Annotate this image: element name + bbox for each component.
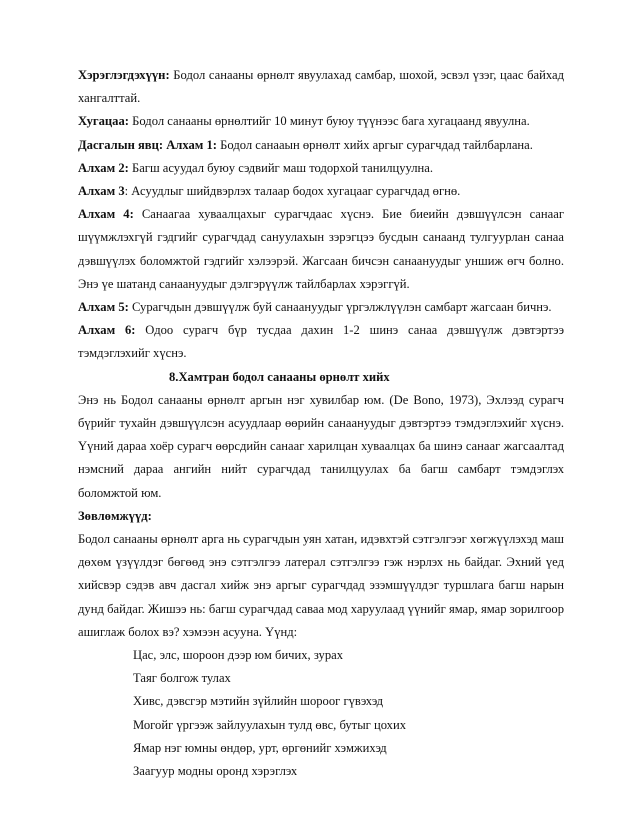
requirements-paragraph <box>78 64 564 110</box>
step3-paragraph <box>78 180 564 203</box>
process-text: Бодол санааын өрнөлт хийх аргыг сурагчдад тайлбарлана. <box>217 137 533 152</box>
step5-label: Алхам 5: <box>78 300 129 315</box>
advice-paragraph: Бодол санааны өрнөлт арга нь сурагчдын уян хатан, идэвхтэй сэтгэлгээг хөгжүүлэхэд маш дөхөм үзүүлдэг бөгөөд энэ сэтгэлгээ латерал сэтгэлгээ гэж нэрлэх нь байдаг. Эхний үед хийсвэр сэдэв авч дасгал хийж энэ аргыг сурагчдад эзэмшүүлдэг туршлага багш нарын дунд байдаг. Жишээ нь: багш сурагчдад саваа мод харуулаад үүнийг ямар, ямар зорилгоор ашиглаж болох вэ? хэмээн асууна. Үүнд: <box>78 532 564 639</box>
step4-label: Алхам 4: <box>78 207 134 222</box>
list-item: Ямар нэг юмны өндөр, урт, өргөнийг хэмжихэд <box>133 740 387 755</box>
advice-label: Зөвлөмжүүд: <box>78 508 152 523</box>
step5-paragraph <box>78 296 564 319</box>
process-label: Дасгалын явц: Алхам 1: <box>78 137 217 152</box>
step5-text: Сурагчдын дэвшүүлж буй санаануудыг үргэлжлүүлэн самбарт жагсаан бичнэ. <box>128 300 552 315</box>
step2-paragraph <box>78 157 564 180</box>
step4-text: Санаагаа хуваалцахыг сурагчдаас хүснэ. Бие биеийн дэвшүүлсэн санааг шүүмжлэхгүй гэдгийг сурагчдад сануулахын зэрэгцээ бусдын санаанд тулгуурлан санаа дэвшүүлэх боломжтой гэдгийг хэлээрэй. Жагсаан бичсэн санаануудыг уншиж өгч болно. Энэ үе шатанд санаануудыг дэлгэрүүлж тайлбарлах хэрэггүй. <box>78 207 564 291</box>
step2-label: Алхам 2: <box>78 160 129 175</box>
requirements-label: Хэрэглэгдэхүүн: <box>78 68 170 82</box>
step2-text: Багш асуудал буюу сэдвийг маш тодорхой танилцуулна. <box>128 160 434 175</box>
list-item: Цас, элс, шороон дээр юм бичих, зурах <box>133 648 344 663</box>
stick-uses-list <box>78 644 564 783</box>
list-item: Хивс, дэвсгэр мэтийн зүйлийн шороог гүвэхэд <box>133 694 384 709</box>
time-text: Бодол санааны өрнөлтийг 10 минут буюу түүнээс бага хугацаанд явуулна. <box>128 114 530 129</box>
list-item: Заагуур модны оронд хэрэглэх <box>133 764 298 779</box>
section-paragraph: Энэ нь Бодол санааны өрнөлт аргын нэг хувилбар юм. (De Bono, 1973), Эхлээд сурагч бүрийг тухайн дэвшүүлсэн асуудлаар өөрийн санаануудыг дэвтэртээ тэмдэглэхийг хүснэ. Үүний дараа хоёр сурагч өөрсдийн санааг харилцан хуваалцах ба шинэ санааг жагсаалтад нэмсний дараа ангийн нийт сурагчдад танилцуулах ба багш самбарт тэмдэглэх боломжтой юм. <box>78 392 564 500</box>
time-label: Хугацаа: <box>78 114 129 129</box>
requirements-text: Бодол санааны өрнөлт явуулахад самбар, шохой, эсвэл үзэг, цаас байхад хангалттай. <box>78 68 564 106</box>
document-page <box>78 64 564 783</box>
step6-label: Алхам 6: <box>78 323 136 338</box>
time-paragraph <box>78 110 564 133</box>
step4-paragraph <box>78 203 564 296</box>
process-paragraph <box>78 134 564 157</box>
advice-heading <box>78 505 564 528</box>
step3-label: Алхам 3 <box>78 184 125 199</box>
step6-paragraph <box>78 319 564 365</box>
step3-text: : Асуудлыг шийдвэрлэх талаар бодох хугацааг сурагчдад өгнө. <box>124 184 461 199</box>
step6-text: Одоо сурагч бүр тусдаа дахин 1-2 шинэ санаа дэвшүүлж дэвтэртээ тэмдэглэхийг хүснэ. <box>78 323 564 361</box>
list-item: Могойг үргээж зайлуулахын тулд өвс, бутыг цохих <box>133 717 407 732</box>
list-item: Таяг болгож тулах <box>133 671 231 686</box>
section-heading: 8.Хамтран бодол санааны өрнөлт хийх <box>169 369 390 384</box>
